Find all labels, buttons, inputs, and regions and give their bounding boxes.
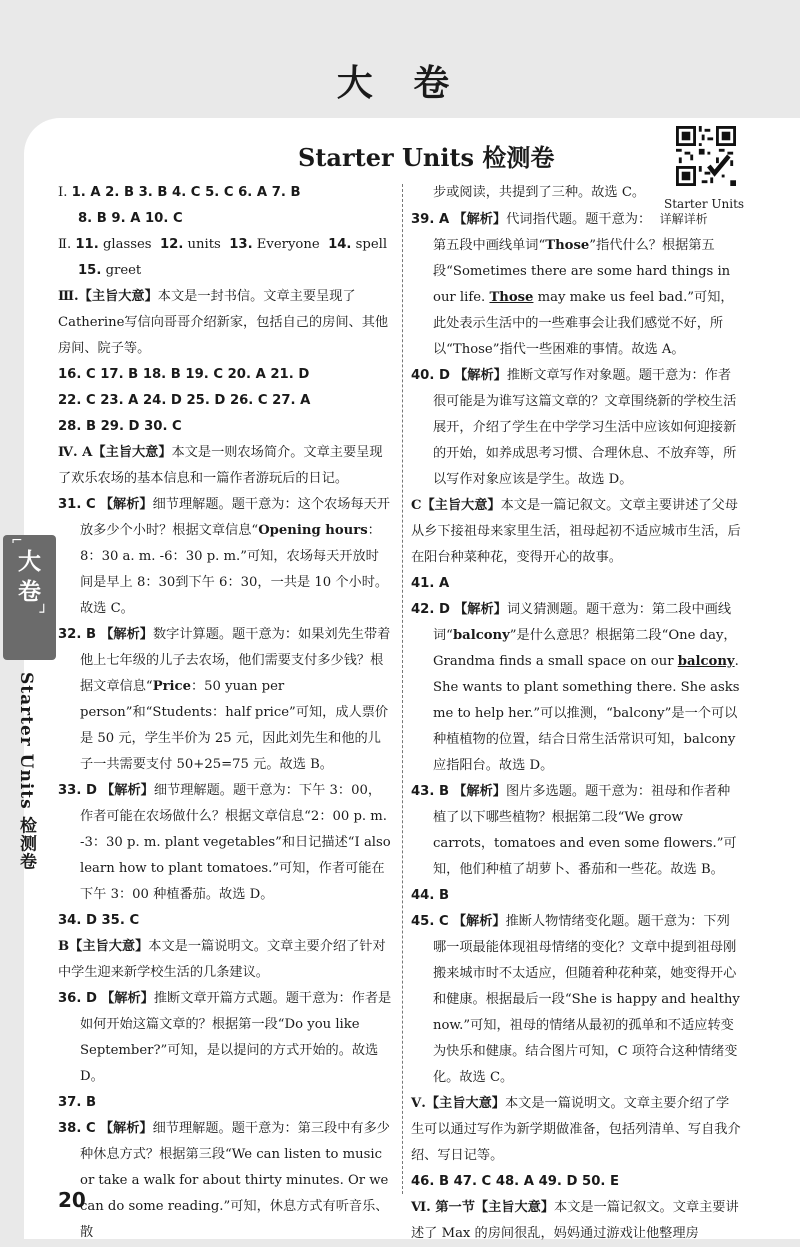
section-5-answers: 46. B 47. C 48. A 49. D 50. E [411, 1174, 620, 1189]
answers-34-35: 34. D 35. C [58, 913, 140, 928]
answer-44: 44. B [411, 888, 450, 903]
question-40: 40. D 【解析】推断文章写作对象题。题干意为：作者很可能是为谁写这篇文章的？文章围绕新的学校生活展开，介绍了学生在中学学习生活中应该如何迎接新的开始，如养成思考习惯、合理休息、不放弃等，所以写作对象应该是学生。故选 D。 [411, 368, 737, 487]
qr-code-icon[interactable] [676, 126, 736, 186]
question-43: 43. B 【解析】图片多选题。题干意为：祖母和作者种植了以下哪些植物？根据第二段“We grow carrots，tomatoes and even some flowers.”可知，他们种植了胡萝卜、番茄和一些花。故选 B。 [411, 784, 737, 877]
page-number: 20 [58, 1188, 86, 1212]
section-5-summary: Ⅴ.【主旨大意】本文是一篇说明文。文章主要介绍了学生可以通过写作为新学期做准备，包括列清单、写自我介绍、写日记等。 [411, 1096, 741, 1163]
section-1: Ⅰ. 1. A 2. B 3. B 4. C 5. C 6. A 7. B 8. B 9. A 10. C [58, 185, 301, 226]
qr-caption: Starter Units [664, 197, 745, 211]
column-divider [402, 184, 403, 1194]
right-column [411, 180, 741, 1247]
answers-1-7: 1. A 2. B 3. B 4. C 5. C 6. A 7. B [71, 185, 301, 200]
answers-8-10: 8. B 9. A 10. C [78, 211, 183, 226]
question-45: 45. C 【解析】推断人物情绪变化题。题干意为：下列哪一项最能体现祖母情绪的变化？文章中提到祖母刚搬来城市时不太适应，但随着种花种菜，她变得开心和健康。根据最后一段“She is happy and healthy now.”可知，祖母的情绪从最初的孤单和不适应转变为快乐和健康。结合图片可知，C 项符合这种情绪变化。故选 C。 [411, 914, 740, 1085]
question-42: 42. D 【解析】词义猜测题。题干意为：第二段中画线词“balcony”是什么意思？根据第二段“One day，Grandma finds a small space on our balcony. She wants to plant something there. She asks me to help her.”可以推测，“balcony”是一个可以种植植物的位置，结合日常生活常识可知，balcony 应指阳台。故选 D。 [411, 602, 740, 773]
section-6-summary: Ⅵ. 第一节【主旨大意】本文是一篇记叙文。文章主要讲述了 Max 的房间很乱，妈妈通过游戏让他整理房 [411, 1200, 739, 1241]
detail-analysis-label: 详解详析 [659, 212, 708, 226]
question-38: 38. C 【解析】细节理解题。题干意为：第三段中有多少种休息方式？根据第三段“We can listen to music or take a walk for about thirty minutes. Or we can do some reading.”可知，休息方式有听音乐、散 [58, 1121, 390, 1240]
section-4-summary: Ⅳ. A【主旨大意】本文是一则农场简介。文章主要呈现了欢乐农场的基本信息和一篇作者游玩后的日记。 [58, 445, 383, 486]
left-column [58, 180, 392, 1246]
page-header-title: 大 卷 [336, 63, 464, 104]
answer-37: 37. B [58, 1095, 97, 1110]
answer-41: 41. A [411, 576, 450, 591]
question-31: 31. C 【解析】细节理解题。题干意为：这个农场每天开放多少个小时？根据文章信息“Opening hours：8：30 a. m. -6：30 p. m.”可知，农场每天开放时间是早上 8：30到下午 6：30，一共是 10 个小时。故选 C。 [58, 497, 390, 616]
section-2: Ⅱ. 11. glasses 12. units 13. Everyone 14. spell 15. greet [58, 237, 388, 278]
question-36: 36. D 【解析】推断文章开篇方式题。题干意为：作者是如何开始这篇文章的？根据第一段“Do you like September?”可知，是以提问的方式开始的。故选 D。 [58, 991, 392, 1084]
section-C-summary: C【主旨大意】本文是一篇记叙文。文章主要讲述了父母从乡下接祖母来家里生活，祖母起初不适应城市生活，后在阳台种菜种花，变得开心的故事。 [411, 498, 741, 565]
side-tab-bottom: 卷 [18, 578, 41, 605]
question-39: 39. A 【解析】代词指代题。题干意为： 详解详析 第五段中画线单词“Those”指代什么？根据第五段“Sometimes there are some hard things in our life. Those may make us feel bad.”可知，此处表示生活中的一些难事会让我们感觉不好，所以“Those”指代一些困难的事情。故选 A。 [411, 212, 734, 357]
side-tab: ⌐ 大 卷 ┘ [3, 535, 56, 660]
unit-title: Starter Units 检测卷 [298, 143, 555, 172]
section-3-summary: Ⅲ.【主旨大意】本文是一封书信。文章主要呈现了Catherine写信向哥哥介绍新家，包括自己的房间、其他房间、院子等。 [58, 289, 389, 356]
section-B-summary: B【主旨大意】本文是一篇说明文。文章主要介绍了针对中学生迎来新学校生活的几条建议。 [58, 939, 386, 980]
question-33: 33. D 【解析】细节理解题。题干意为：下午 3：00，作者可能在农场做什么？根据文章信息“2：00 p. m. -3：30 p. m. plant vegetables”和日记描述“I also learn how to plant tomatoes.”可知，作者可能在下午 3：00 种植番茄。故选 D。 [58, 783, 391, 902]
question-32: 32. B 【解析】数字计算题。题干意为：如果刘先生带着他上七年级的儿子去农场，他们需要支付多少钱？根据文章信息“Price：50 yuan per person”和“Students：half price”可知，成人票价是 50 元，学生半价为 25 元，因此刘先生和他的儿子一共需要支付 50+25=75 元。故选 B。 [58, 627, 391, 772]
side-vertical-label: Starter Units 检测卷 [16, 672, 36, 871]
section-3-answers: 16. C 17. B 18. B 19. C 20. A 21. D 22. C 23. A 24. D 25. D 26. C 27. A 28. B 29. D 30. C [58, 367, 311, 434]
side-tab-top: 大 [18, 548, 41, 575]
question-38-continued: 步或阅读，共提到了三种。故选 C。 [433, 185, 646, 200]
